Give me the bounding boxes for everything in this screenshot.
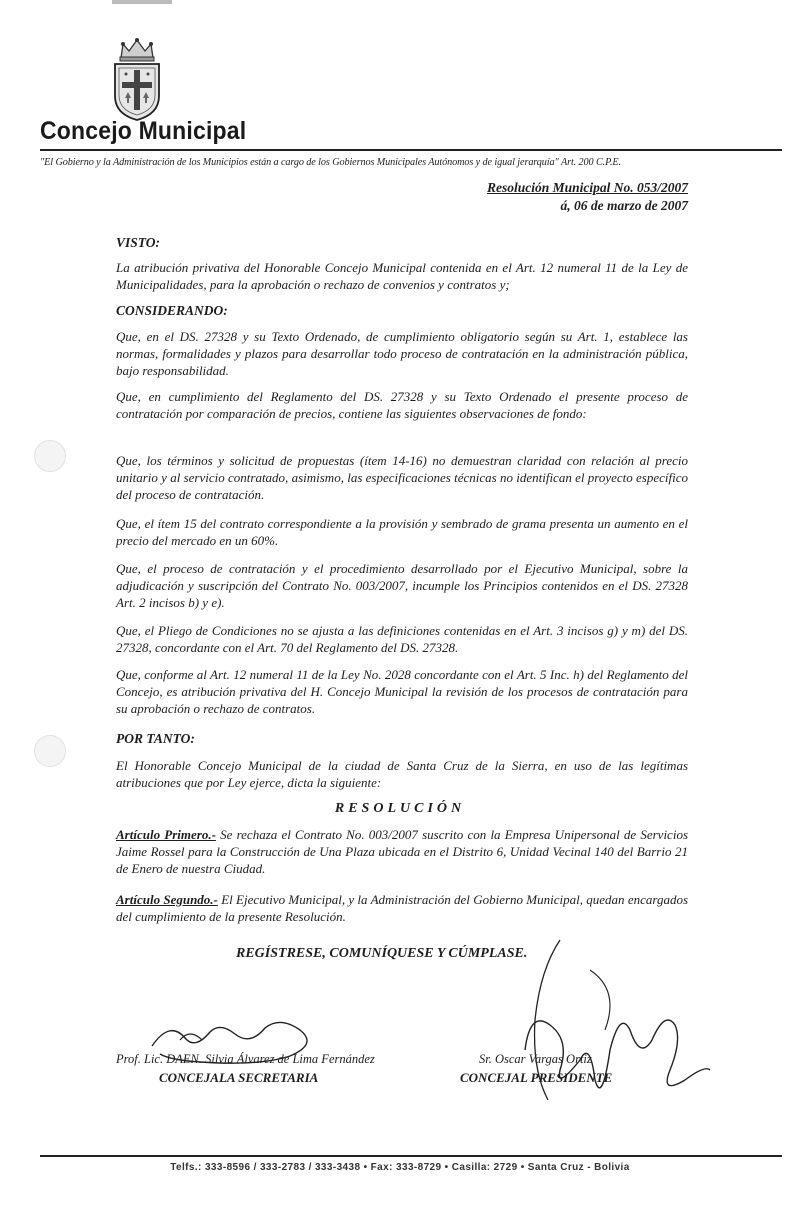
- article-label: Artículo Primero.-: [116, 827, 216, 842]
- por-tanto-text: El Honorable Concejo Municipal de la ciudad de Santa Cruz de la Sierra, en uso de las legítimas atribuciones que por Ley ejerce, dicta la siguiente:: [116, 758, 688, 790]
- punch-hole: [34, 440, 66, 472]
- contact-footer: Telfs.: 333-8596 / 333-2783 / 333-3438 • Fax: 333-8729 • Casilla: 2729 • Santa Cruz - Bolivia: [170, 1162, 630, 1173]
- footer-divider: [40, 1155, 782, 1157]
- resolucion-title: RESOLUCIÓN: [334, 801, 466, 816]
- considerando-paragraph: Que, conforme al Art. 12 numeral 11 de la Ley No. 2028 concordante con el Art. 5 Inc. h) del Reglamento del Concejo, es atribución privativa del H. Concejo Municipal la revisión de los procesos de contratación para su aprobación o rechazo de contratos.: [116, 667, 688, 716]
- signature-president-scribble: [470, 930, 720, 1120]
- resolution-date: á, 06 de marzo de 2007: [560, 198, 688, 213]
- resolution-number: Resolución Municipal No. 053/2007: [486, 180, 688, 195]
- article-text: El Ejecutivo Municipal, y la Administración del Gobierno Municipal, quedan encargados del cumplimiento de la presente Resolución.: [116, 892, 689, 924]
- president-role: CONCEJAL PRESIDENTE: [460, 1070, 613, 1085]
- municipal-coat-of-arms-icon: [107, 36, 167, 124]
- considerando-paragraph: Que, el proceso de contratación y el procedimiento desarrollado por el Ejecutivo Municipal, sobre la adjudicación y suscripción del Contrato No. 003/2007, incumple los Principios contenidos en el DS. 27328 Art. 2 incisos b) y e).: [116, 561, 688, 610]
- header-divider: [40, 149, 782, 151]
- considerando-paragraph: Que, en cumplimiento del Reglamento del DS. 27328 y su Texto Ordenado el presente proceso de contratación por comparación de precios, contiene las siguientes observaciones de fondo:: [116, 389, 688, 421]
- visto-text: La atribución privativa del Honorable Concejo Municipal contenida en el Art. 12 numeral 11 de la Ley de Municipalidades, para la aprobación o rechazo de convenios y contratos y;: [116, 260, 688, 292]
- considerando-paragraph: Que, los términos y solicitud de propuestas (ítem 14-16) no demuestran claridad con relación al precio unitario y al servicio contratado, asimismo, las especificaciones técnicas no identifican el proyecto específico del proceso de contratación.: [116, 453, 688, 502]
- constitutional-motto: "El Gobierno y la Administración de los Municipios están a cargo de los Gobiernos Municipales Autónomos y de igual jerarquía" Art. 200 C.P.E.: [40, 157, 621, 168]
- organization-title: Concejo Municipal: [40, 117, 247, 145]
- article-text: Se rechaza el Contrato No. 003/2007 suscrito con la Empresa Unipersonal de Servicios Jaime Rossel para la Construcción de Una Plaza ubicada en el Distrito 6, Unidad Vecinal 140 del Barrio 21 de Enero de nuestra Ciudad.: [116, 827, 689, 876]
- article-label: Artículo Segundo.-: [116, 892, 218, 907]
- visto-heading: VISTO:: [116, 235, 161, 250]
- secretary-name: Prof. Lic. DAEN. Silvia Álvarez de Lima Fernández: [116, 1052, 375, 1066]
- considerando-paragraph: Que, en el DS. 27328 y su Texto Ordenado, de cumplimiento obligatorio según su Art. 1, establece las normas, formalidades y plazos para desarrollar todo proceso de contratación en la administración pública, bajo responsabilidad.: [116, 329, 688, 378]
- article-second: [116, 891, 688, 925]
- scan-artifact: [112, 0, 172, 4]
- president-name: Sr. Oscar Vargas Ortiz: [479, 1052, 592, 1066]
- considerando-heading: CONSIDERANDO:: [116, 303, 228, 318]
- por-tanto-heading: POR TANTO:: [116, 731, 195, 746]
- considerando-paragraph: Que, el ítem 15 del contrato correspondiente a la provisión y sembrado de grama presenta un aumento en el precio del mercado en un 60%.: [116, 516, 688, 548]
- punch-hole: [34, 735, 66, 767]
- secretary-role: CONCEJALA SECRETARIA: [159, 1070, 319, 1085]
- considerando-paragraph: Que, el Pliego de Condiciones no se ajusta a las definiciones contenidas en el Art. 3 incisos g) y m) del DS. 27328, concordante con el Art. 70 del Reglamento del DS. 27328.: [116, 623, 688, 655]
- closing-formula: REGÍSTRESE, COMUNÍQUESE Y CÚMPLASE.: [236, 946, 528, 961]
- article-first: [116, 826, 688, 877]
